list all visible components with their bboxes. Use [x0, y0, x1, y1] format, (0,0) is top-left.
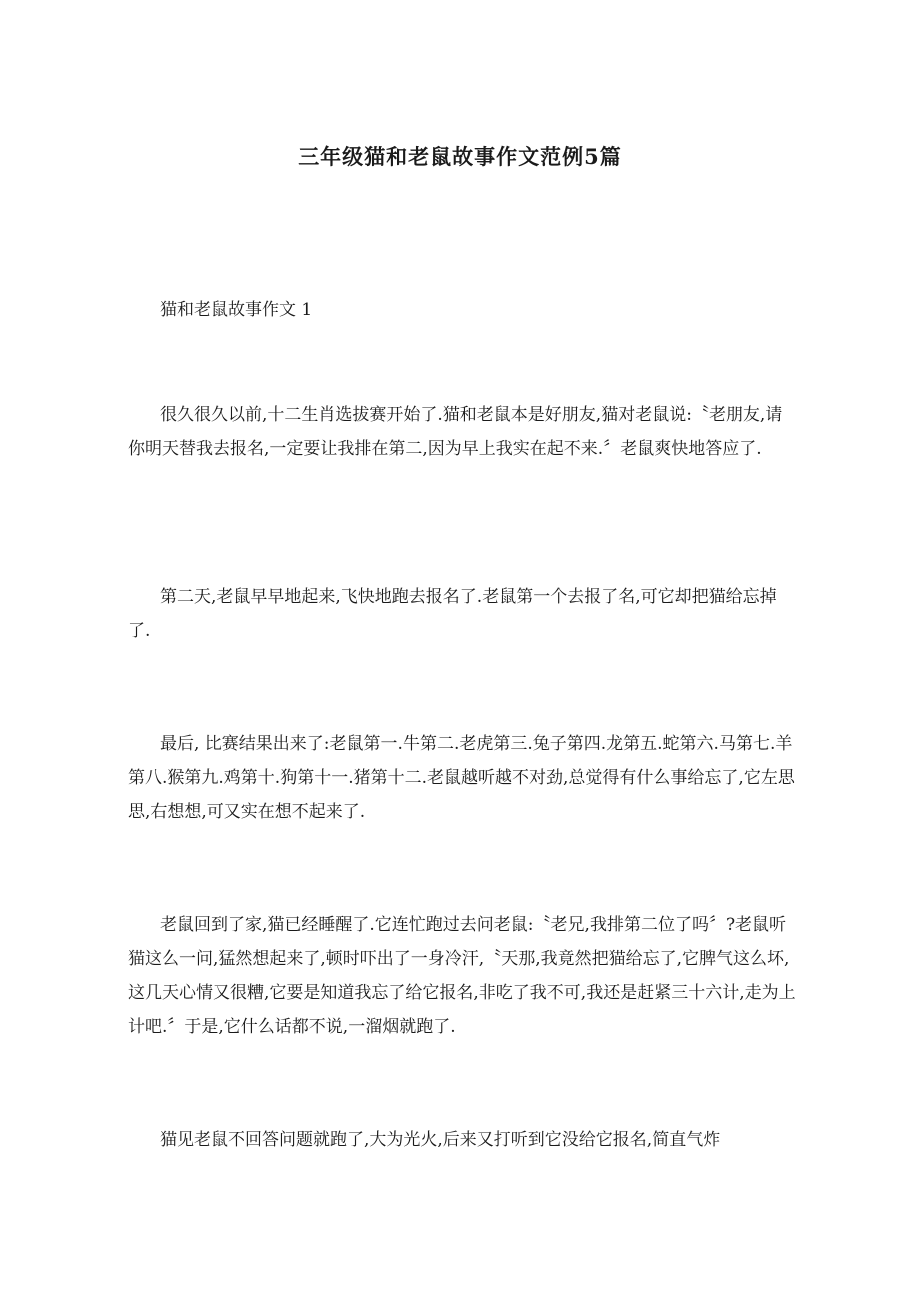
paragraph-3: 最后, 比赛结果出来了:老鼠第一.牛第二.老虎第三.兔子第四.龙第五.蛇第六.马第七.羊第八.猴第九.鸡第十.狗第十一.猪第十二.老鼠越听越不对劲,总觉得有什么事给忘了,它左思思,右想想,可又实在想不起来了.: [128, 734, 795, 822]
document-title: 三年级猫和老鼠故事作文范例5篇: [298, 144, 622, 169]
paragraph-2: 第二天,老鼠早早地起来,飞快地跑去报名了.老鼠第一个去报了名,可它却把猫给忘掉了.: [128, 587, 777, 641]
paragraph-1: 很久很久以前,十二生肖选拔赛开始了.猫和老鼠本是好朋友,猫对老鼠说:〝老朋友,请你明天替我去报名,一定要让我排在第二,因为早上我实在起不来.〞老鼠爽快地答应了.: [128, 405, 783, 459]
paragraph-4: 老鼠回到了家,猫已经睡醒了.它连忙跑过去问老鼠:〝老兄,我排第二位了吗〞?老鼠听猫这么一问,猛然想起来了,顿时吓出了一身冷汗,〝天那,我竟然把猫给忘了,它脾气这么坏,这几天心情又很糟,它要是知道我忘了给它报名,非吃了我不可,我还是赶紧三十六计,走为上计吧.〞于是,它什么话都不说,一溜烟就跑了.: [128, 915, 796, 1037]
section-heading: 猫和老鼠故事作文 1: [160, 300, 313, 320]
paragraph-5: 猫见老鼠不回答问题就跑了,大为光火,后来又打听到它没给它报名,简直气炸: [160, 1130, 721, 1150]
